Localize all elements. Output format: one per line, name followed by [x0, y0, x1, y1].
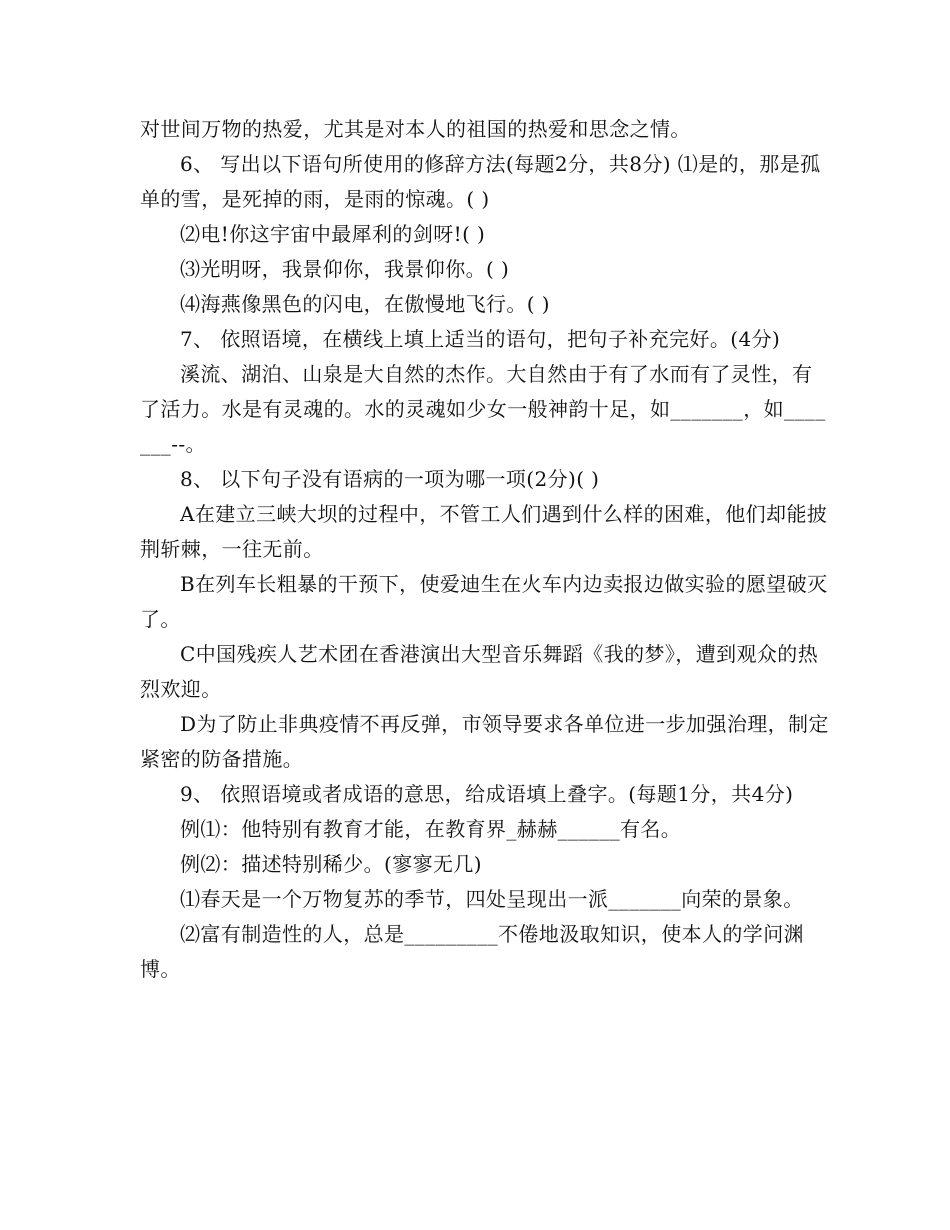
question-6-item-4: ⑷海燕像黑色的闪电，在傲慢地飞行。( ) [180, 292, 550, 316]
question-8-option-c: C中国残疾人艺术团在香港演出大型音乐舞蹈《我的梦》，遭到观众的热烈欢迎。 [140, 642, 819, 701]
question-8-prompt: 8、 以下句子没有语病的一项为哪一项(2分)( ) [180, 467, 600, 491]
question-6-item-3: ⑶光明呀，我景仰你，我景仰你。( ) [180, 257, 510, 281]
question-9-item-1: ⑴春天是一个万物复苏的季节，四处呈现出一派_______向荣的景象。 [180, 887, 804, 911]
paragraph-continuation: 对世间万物的热爱，尤其是对本人的祖国的热爱和思念之情。 [140, 117, 691, 141]
question-9-example-1: 例⑴：他特别有教育才能，在教育界_赫赫______有名。 [180, 817, 682, 841]
question-7-prompt: 7、 依照语境，在横线上填上适当的语句，把句子补充完好。(4分) [180, 327, 781, 351]
document-body [140, 112, 830, 987]
question-6-item-2: ⑵电!你这宇宙中最犀利的剑呀!( ) [180, 222, 486, 246]
question-8-option-d: D为了防止非典疫情不再反弹，市领导要求各单位进一步加强治理，制定紧密的防备措施。 [140, 712, 829, 771]
question-9-prompt: 9、 依照语境或者成语的意思，给成语填上叠字。(每题1分，共4分) [180, 782, 794, 806]
question-9-item-2: ⑵富有制造性的人，总是_________不倦地汲取知识，使本人的学问渊博。 [140, 922, 804, 981]
question-6-rhetoric: 6、 写出以下语句所使用的修辞方法(每题2分，共8分) ⑴是的，那是孤单的雪，是死掉的雨，是雨的惊魂。( ) [140, 152, 821, 211]
question-8-option-a: A在建立三峡大坝的过程中，不管工人们遇到什么样的困难，他们却能披荆斩棘，一往无前。 [140, 502, 828, 561]
question-9-example-2: 例⑵：描述特别稀少。(寥寥无几) [180, 852, 483, 876]
question-7-passage: 溪流、湖泊、山泉是大自然的杰作。大自然由于有了水而有了灵性，有了活力。水是有灵魂的。水的灵魂如少女一般神韵十足，如_______，如_______--。 [140, 362, 826, 456]
question-8-option-b: B在列车长粗暴的干预下，使爱迪生在火车内边卖报边做实验的愿望破灭了。 [140, 572, 828, 631]
